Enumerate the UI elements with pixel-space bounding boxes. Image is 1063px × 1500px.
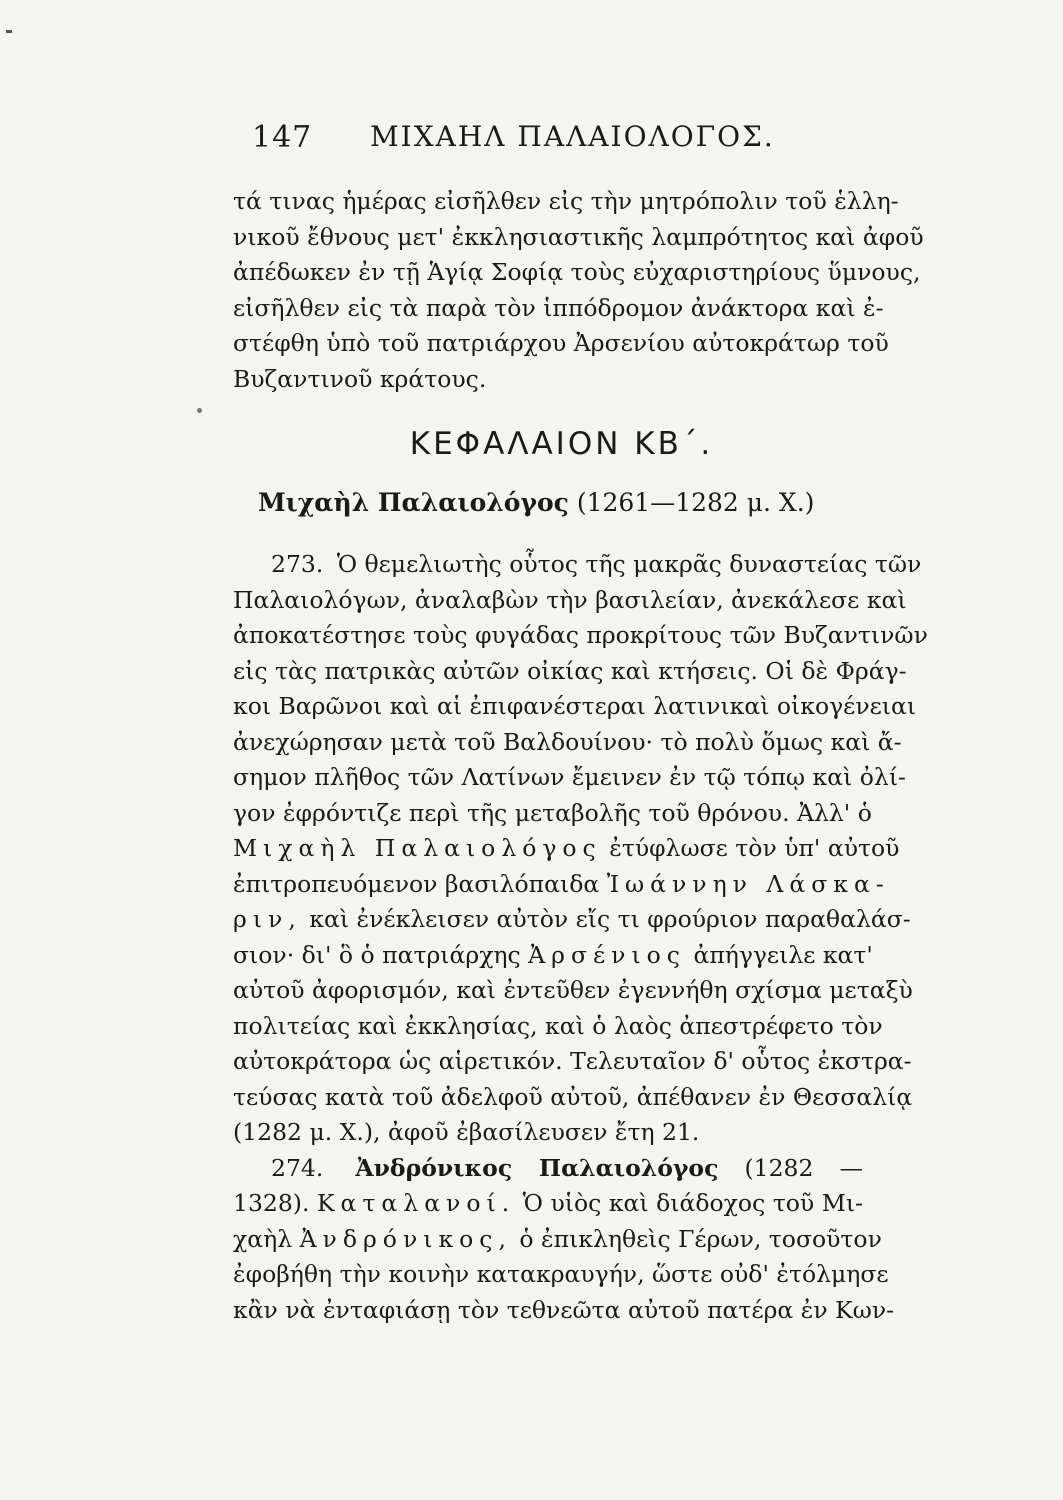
text-line	[233, 831, 900, 867]
text-line: (1282 μ. Χ.), ἀφοῦ ἐβασίλευσεν ἔτη 21.	[233, 1118, 700, 1146]
text-line: αὐτοκράτορα ὡς αἱρετικόν. Τελευταῖον δ' οὗτος ἐκστρα-	[233, 1047, 912, 1075]
text-line: εἰσῆλθεν εἰς τὰ παρὰ τὸν ἱππόδρομον ἀνάκτορα καὶ ἐ-	[233, 293, 884, 322]
text-fragment: ἐτύφλωσε τὸν ὑπ' αὐτοῦ	[609, 834, 900, 862]
text-line	[233, 1222, 882, 1258]
text-line: Παλαιολόγων, ἀναλαβὼν τὴν βασιλείαν, ἀνεκάλεσε καὶ	[233, 585, 907, 614]
text-line: κἂν νὰ ἐνταφιάσῃ τὸν τεθνεῶτα αὐτοῦ πατέρα ἐν Κων-	[233, 1295, 895, 1324]
text-fragment: ὁ ἐπικληθεὶς Γέρων, τοσοῦτον	[519, 1224, 882, 1253]
text-line	[233, 938, 873, 974]
text-line	[233, 902, 911, 938]
page-number: 147	[252, 120, 313, 155]
section-274-first-line	[233, 1151, 863, 1187]
emphasized-name: Μιχαὴλ Παλαιολόγος	[233, 834, 602, 862]
text-line: πολιτείας καὶ ἐκκλησίας, καὶ ὁ λαὸς ἀπεστρέφετο τὸν	[233, 1011, 883, 1040]
chapter-heading: ΚΕΦΑΛΑΙΟΝ ΚΒ΄.	[409, 426, 714, 462]
chapter-subtitle	[258, 488, 858, 517]
margin-dot	[197, 408, 202, 413]
running-head	[252, 120, 872, 160]
text-line: γον ἐφρόντιζε περὶ τῆς μεταβολῆς τοῦ θρόνου. Ἀλλ' ὁ	[233, 798, 872, 827]
text-fragment: ἐπιτροπευόμενον βασιλόπαιδα	[233, 869, 600, 898]
text-line: εἰς τὰς πατρικὰς αὐτῶν οἰκίας καὶ κτήσεις. Οἱ δὲ Φράγ-	[233, 656, 907, 685]
text-line: αὐτοῦ ἀφορισμόν, καὶ ἐντεῦθεν ἐγεννήθη σχίσμα μεταξὺ	[233, 976, 913, 1004]
text-line	[233, 1186, 863, 1222]
emphasized-name: Ἰωάννην Λάσκα-	[606, 869, 890, 898]
text-line	[233, 867, 890, 903]
section-273-first-line	[233, 547, 922, 583]
text-fragment: σιον· δι' ὃ ὁ πατριάρχης	[233, 940, 521, 969]
section-title: Ἀνδρόνικος Παλαιολόγος	[355, 1153, 719, 1182]
text-line: τεύσας κατὰ τοῦ ἀδελφοῦ αὐτοῦ, ἀπέθανεν ἐν Θεσσαλίᾳ	[233, 1082, 913, 1111]
text-line: νικοῦ ἔθνους μετ' ἐκκλησιαστικῆς λαμπρότητος καὶ ἀφοῦ	[233, 222, 924, 251]
text-fragment: Ὁ υἱὸς καὶ διάδοχος τοῦ Μι-	[522, 1189, 863, 1217]
text-line: ἐφοβήθη τὴν κοινὴν κατακραυγήν, ὥστε οὐδ' ἐτόλμησε	[233, 1260, 889, 1288]
section-number: 273.	[271, 550, 324, 578]
text-fragment: καὶ ἐνέκλεισεν αὐτὸν εἴς τι φρούριον παραθαλάσ-	[309, 905, 911, 933]
text-fragment: Ὁ θεμελιωτὴς οὗτος τῆς μακρᾶς δυναστείας τῶν	[336, 550, 922, 578]
text-line: κοι Βαρῶνοι καὶ αἱ ἐπιφανέστεραι λατινικαὶ οἰκογένειαι	[233, 692, 917, 720]
text-fragment: (1282 —	[744, 1153, 863, 1182]
emphasized-name: ριν,	[233, 905, 302, 933]
text-fragment: ἀπήγγειλε κατ'	[693, 940, 873, 969]
running-title: ΜΙΧΑΗΛ ΠΑΛΑΙΟΛΟΓΟΣ.	[370, 120, 775, 153]
emphasized-name: Καταλανοί.	[317, 1189, 516, 1217]
chapter-subtitle-name: Μιχαὴλ Παλαιολόγος	[258, 488, 569, 517]
text-fragment: 1328).	[233, 1189, 310, 1217]
chapter-subtitle-dates: (1261—1282 μ. Χ.)	[576, 488, 815, 517]
emphasized-name: Ἀνδρόνικος,	[299, 1224, 512, 1253]
text-line: τά τινας ἡμέρας εἰσῆλθεν εἰς τὴν μητρόπολιν τοῦ ἑλλη-	[233, 187, 899, 215]
edge-mark	[6, 30, 12, 33]
emphasized-name: Ἀρσένιος	[528, 940, 686, 969]
text-line: ἀνεχώρησαν μετὰ τοῦ Βαλδουίνου· τὸ πολὺ ὅμως καὶ ἄ-	[233, 727, 902, 756]
intro-paragraph	[233, 184, 924, 397]
text-line: στέφθη ὑπὸ τοῦ πατριάρχου Ἀρσενίου αὐτοκράτωρ τοῦ	[233, 329, 889, 357]
section-number: 274.	[271, 1153, 324, 1182]
text-fragment: χαὴλ	[233, 1224, 293, 1253]
text-line: σημον πλῆθος τῶν Λατίνων ἔμεινεν ἐν τῷ τόπῳ καὶ ὀλί-	[233, 763, 906, 791]
text-line: ἀπέδωκεν ἐν τῇ Ἁγίᾳ Σοφίᾳ τοὺς εὐχαριστηρίους ὕμνους,	[233, 258, 921, 286]
text-line: ἀποκατέστησε τοὺς φυγάδας προκρίτους τῶν Βυζαντινῶν	[233, 621, 928, 649]
text-line: Βυζαντινοῦ κράτους.	[233, 364, 487, 393]
main-text	[233, 547, 928, 1328]
